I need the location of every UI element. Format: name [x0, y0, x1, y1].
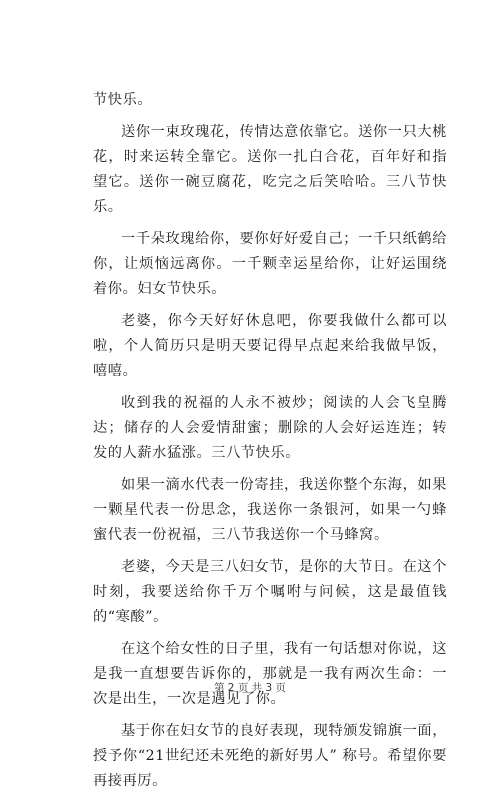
paragraph-9: 基于你在妇女节的良好表现，现特颁发锦旗一面，授予你“21世纪还未死绝的新好男人” 称号。希望你要再接再厉。 — [93, 723, 447, 789]
paragraph-5: 收到我的祝福的人永不被炒；阅读的人会飞皇腾达；储存的人会爱情甜蜜；删除的人会好运连连；转发的人薪水猛涨。三八节快乐。 — [93, 395, 447, 461]
paragraph-7: 老婆，今天是三八妇女节，是你的大节日。在这个时刻，我要送给你千万个嘱咐与问候，这是最值钱的“寒酸”。 — [93, 559, 447, 625]
paragraph-8: 在这个给女性的日子里，我有一句话想对你说，这是我一直想要告诉你的，那就是一我有两次生命：一次是出生，一次是遇见了你。 — [93, 641, 447, 707]
paragraph-6: 如果一滴水代表一份寄挂，我送你整个东海，如果一颗星代表一份思念，我送你一条银河，如果一勺蜂蜜代表一份祝福，三八节我送你一个马蜂窝。 — [93, 477, 447, 543]
paragraph-4: 老婆，你今天好好休息吧，你要我做什么都可以啦，个人简历只是明天要记得早点起来给我做早饭，嘻嘻。 — [93, 313, 447, 379]
paragraph-3: 一千朵玫瑰给你，要你好好爱自己；一千只纸鹤给你，让烦恼远离你。一千颗幸运星给你，让好运围绕着你。妇女节快乐。 — [93, 231, 447, 297]
page-number-footer: 第 2 页 共 3 页 — [213, 682, 287, 694]
paragraph-2: 送你一束玫瑰花，传情达意依靠它。送你一只大桃花，时来运转全靠它。送你一扎白合花，百年好和指望它。送你一碗豆腐花，吃完之后笑哈哈。三八节快乐。 — [93, 124, 447, 215]
paragraph-1: 节快乐。 — [93, 92, 153, 108]
